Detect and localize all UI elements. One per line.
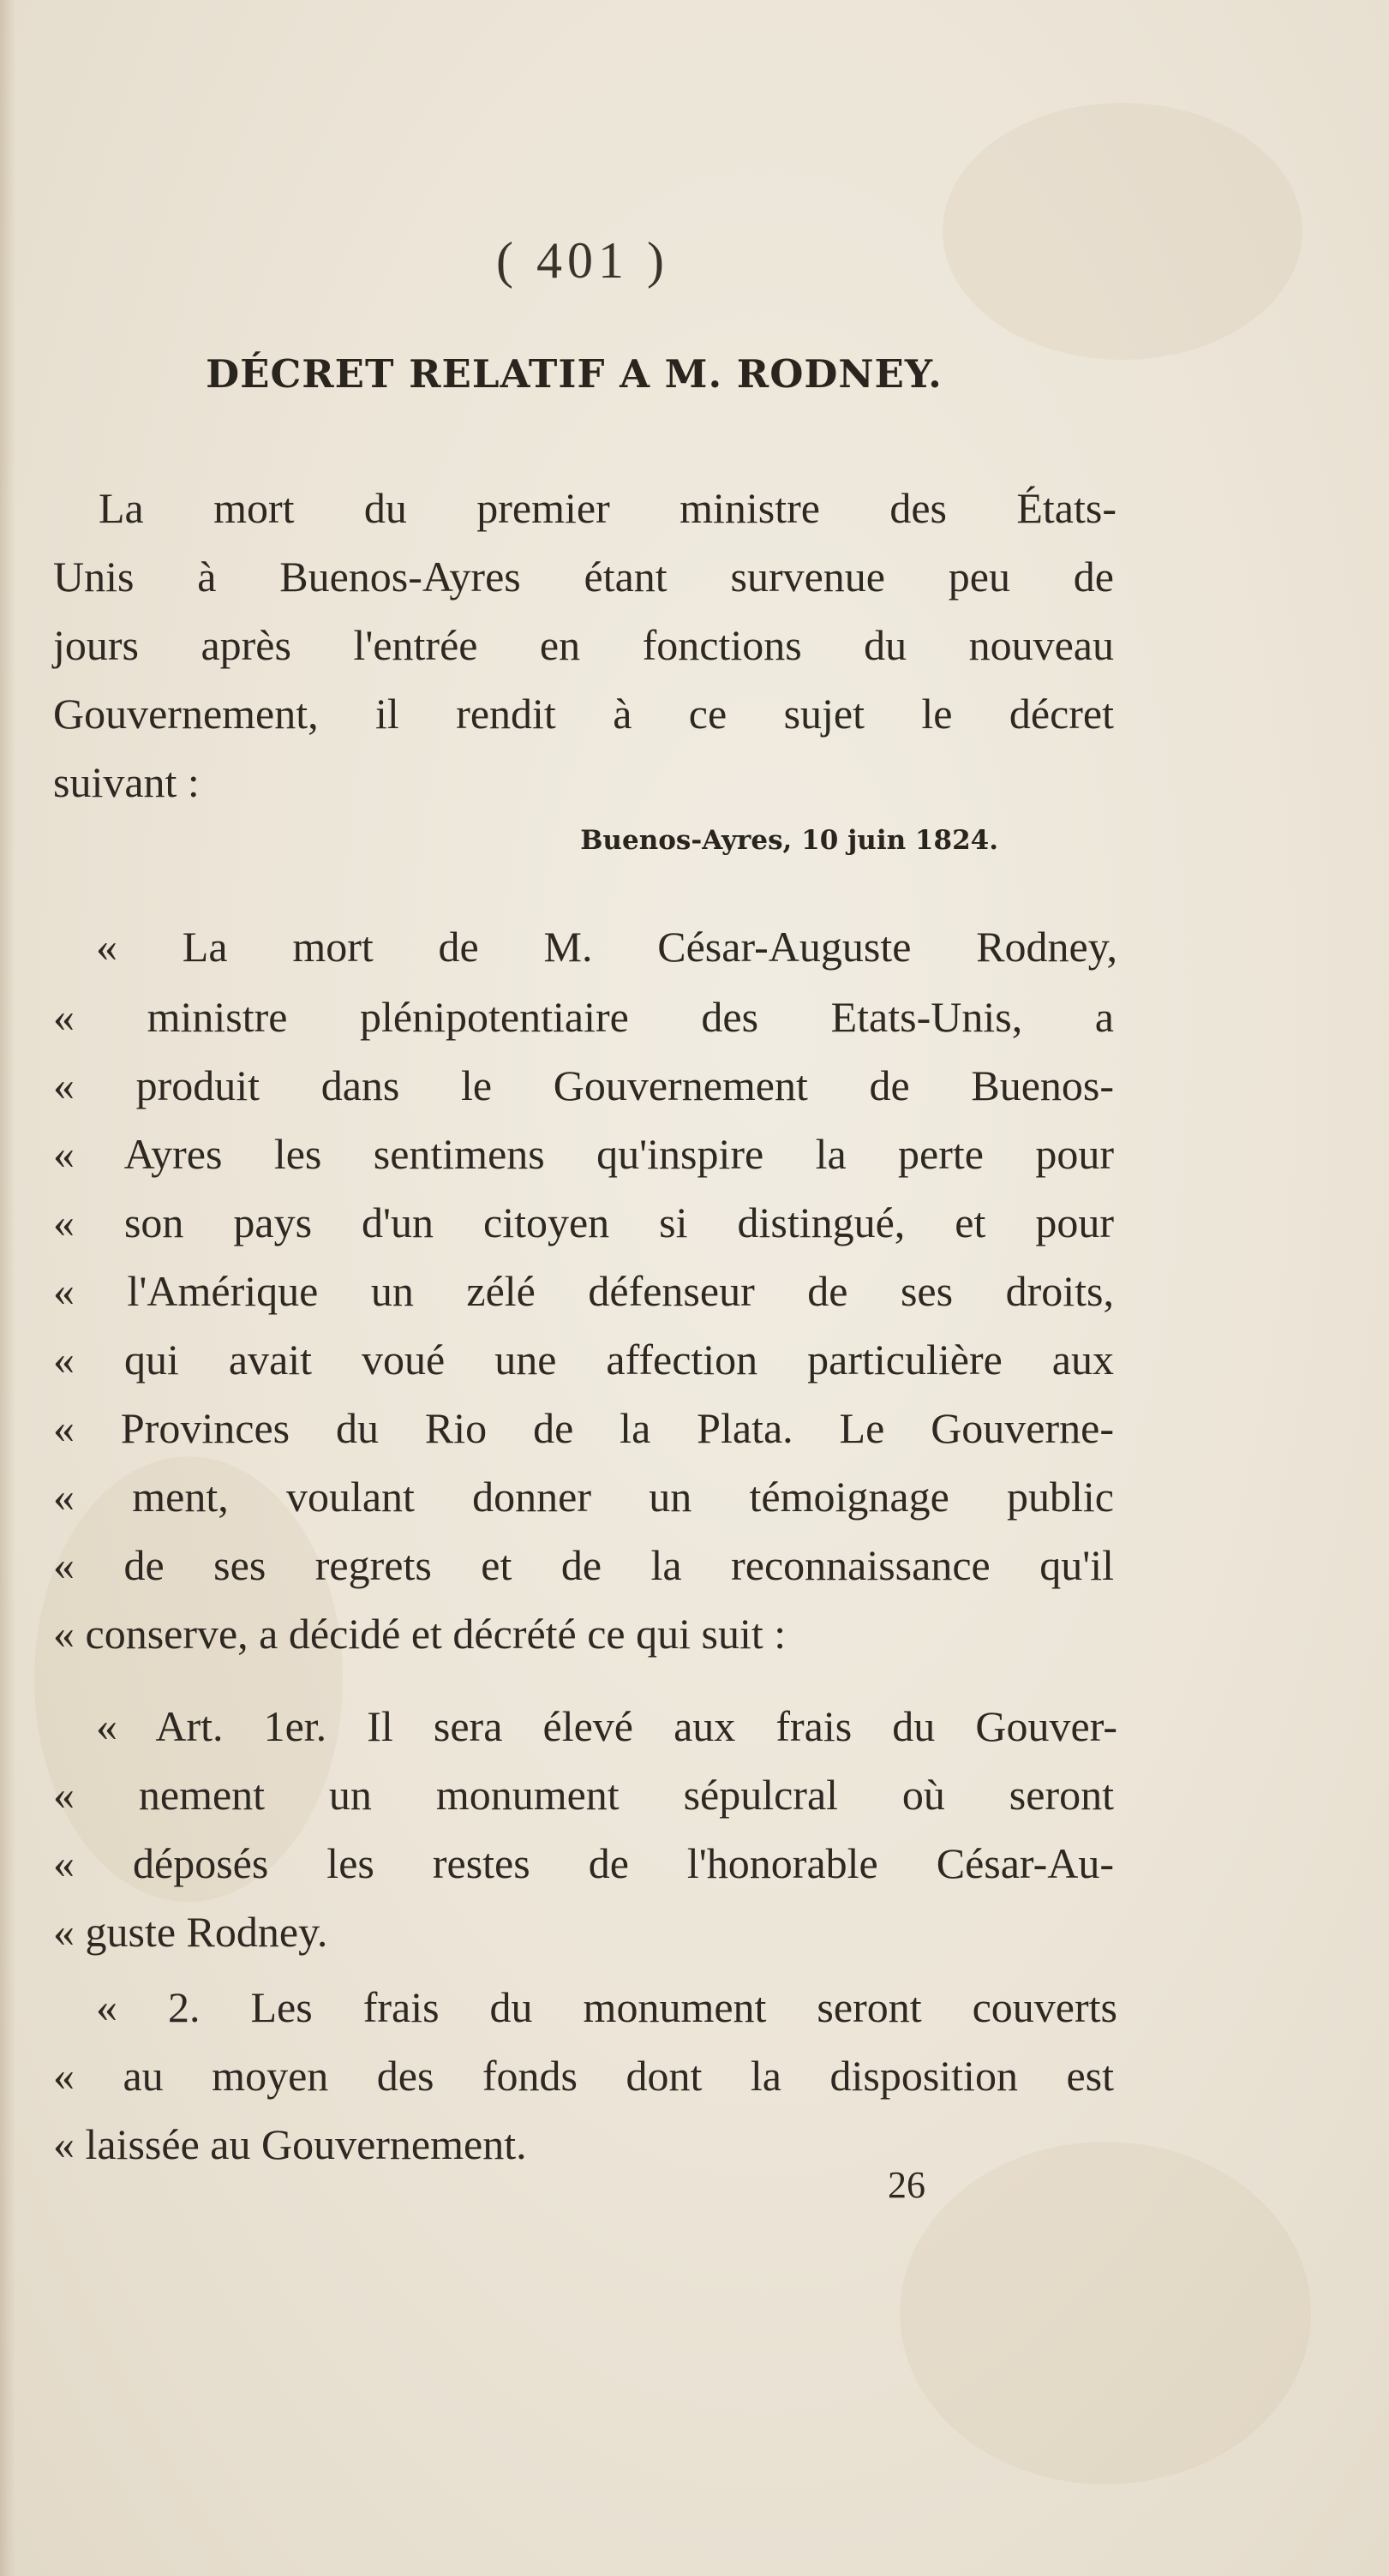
intro-line: suivant : <box>53 758 200 806</box>
intro-line: Unis à Buenos-Ayres étant survenue peu de <box>53 553 1114 601</box>
article-1-line: « nement un monument sépulcral où seront <box>53 1771 1114 1819</box>
decree-line: « ment, voulant donner un témoignage public <box>53 1473 1114 1521</box>
article-1-line: « guste Rodney. <box>53 1908 328 1956</box>
decree-line: « qui avait voué une affection particulière aux <box>53 1336 1114 1384</box>
decree-line: « l'Amérique un zélé défenseur de ses droits, <box>53 1267 1114 1315</box>
decree-line: « de ses regrets et de la reconnaissance qu'il <box>53 1541 1114 1589</box>
decree-line: « produit dans le Gouvernement de Buenos- <box>53 1061 1114 1109</box>
article-2-line: « laissée au Gouvernement. <box>53 2120 527 2168</box>
page-edge-shadow <box>0 0 15 2576</box>
signature-mark: 26 <box>888 2164 925 2206</box>
page-number: ( 401 ) <box>496 232 669 289</box>
paper-stain <box>900 2142 1311 2484</box>
paper-stain <box>943 103 1302 360</box>
article-1-line: « déposés les restes de l'honorable César-Au- <box>53 1839 1114 1887</box>
intro-line: La mort du premier ministre des États- <box>99 484 1117 532</box>
article-2-line: « au moyen des fonds dont la disposition est <box>53 2052 1114 2100</box>
article-2-line: « 2. Les frais du monument seront couverts <box>96 1983 1117 2031</box>
article-1-line: « Art. 1er. Il sera élevé aux frais du Gouver- <box>96 1702 1117 1750</box>
decree-line: « son pays d'un citoyen si distingué, et pour <box>53 1198 1114 1246</box>
decree-line: « conserve, a décidé et décrété ce qui suit : <box>53 1610 787 1658</box>
decree-line: « La mort de M. César-Auguste Rodney, <box>96 923 1117 971</box>
dateline: Buenos-Ayres, 10 juin 1824. <box>580 825 998 856</box>
decree-line: « Provinces du Rio de la Plata. Le Gouverne- <box>53 1404 1114 1452</box>
decree-line: « ministre plénipotentiaire des Etats-Unis, a <box>53 993 1114 1041</box>
decree-line: « Ayres les sentimens qu'inspire la perte pour <box>53 1130 1114 1178</box>
decree-title: DÉCRET RELATIF A M. RODNEY. <box>206 351 943 397</box>
intro-line: jours après l'entrée en fonctions du nouveau <box>53 621 1114 669</box>
intro-line: Gouvernement, il rendit à ce sujet le décret <box>53 690 1114 738</box>
